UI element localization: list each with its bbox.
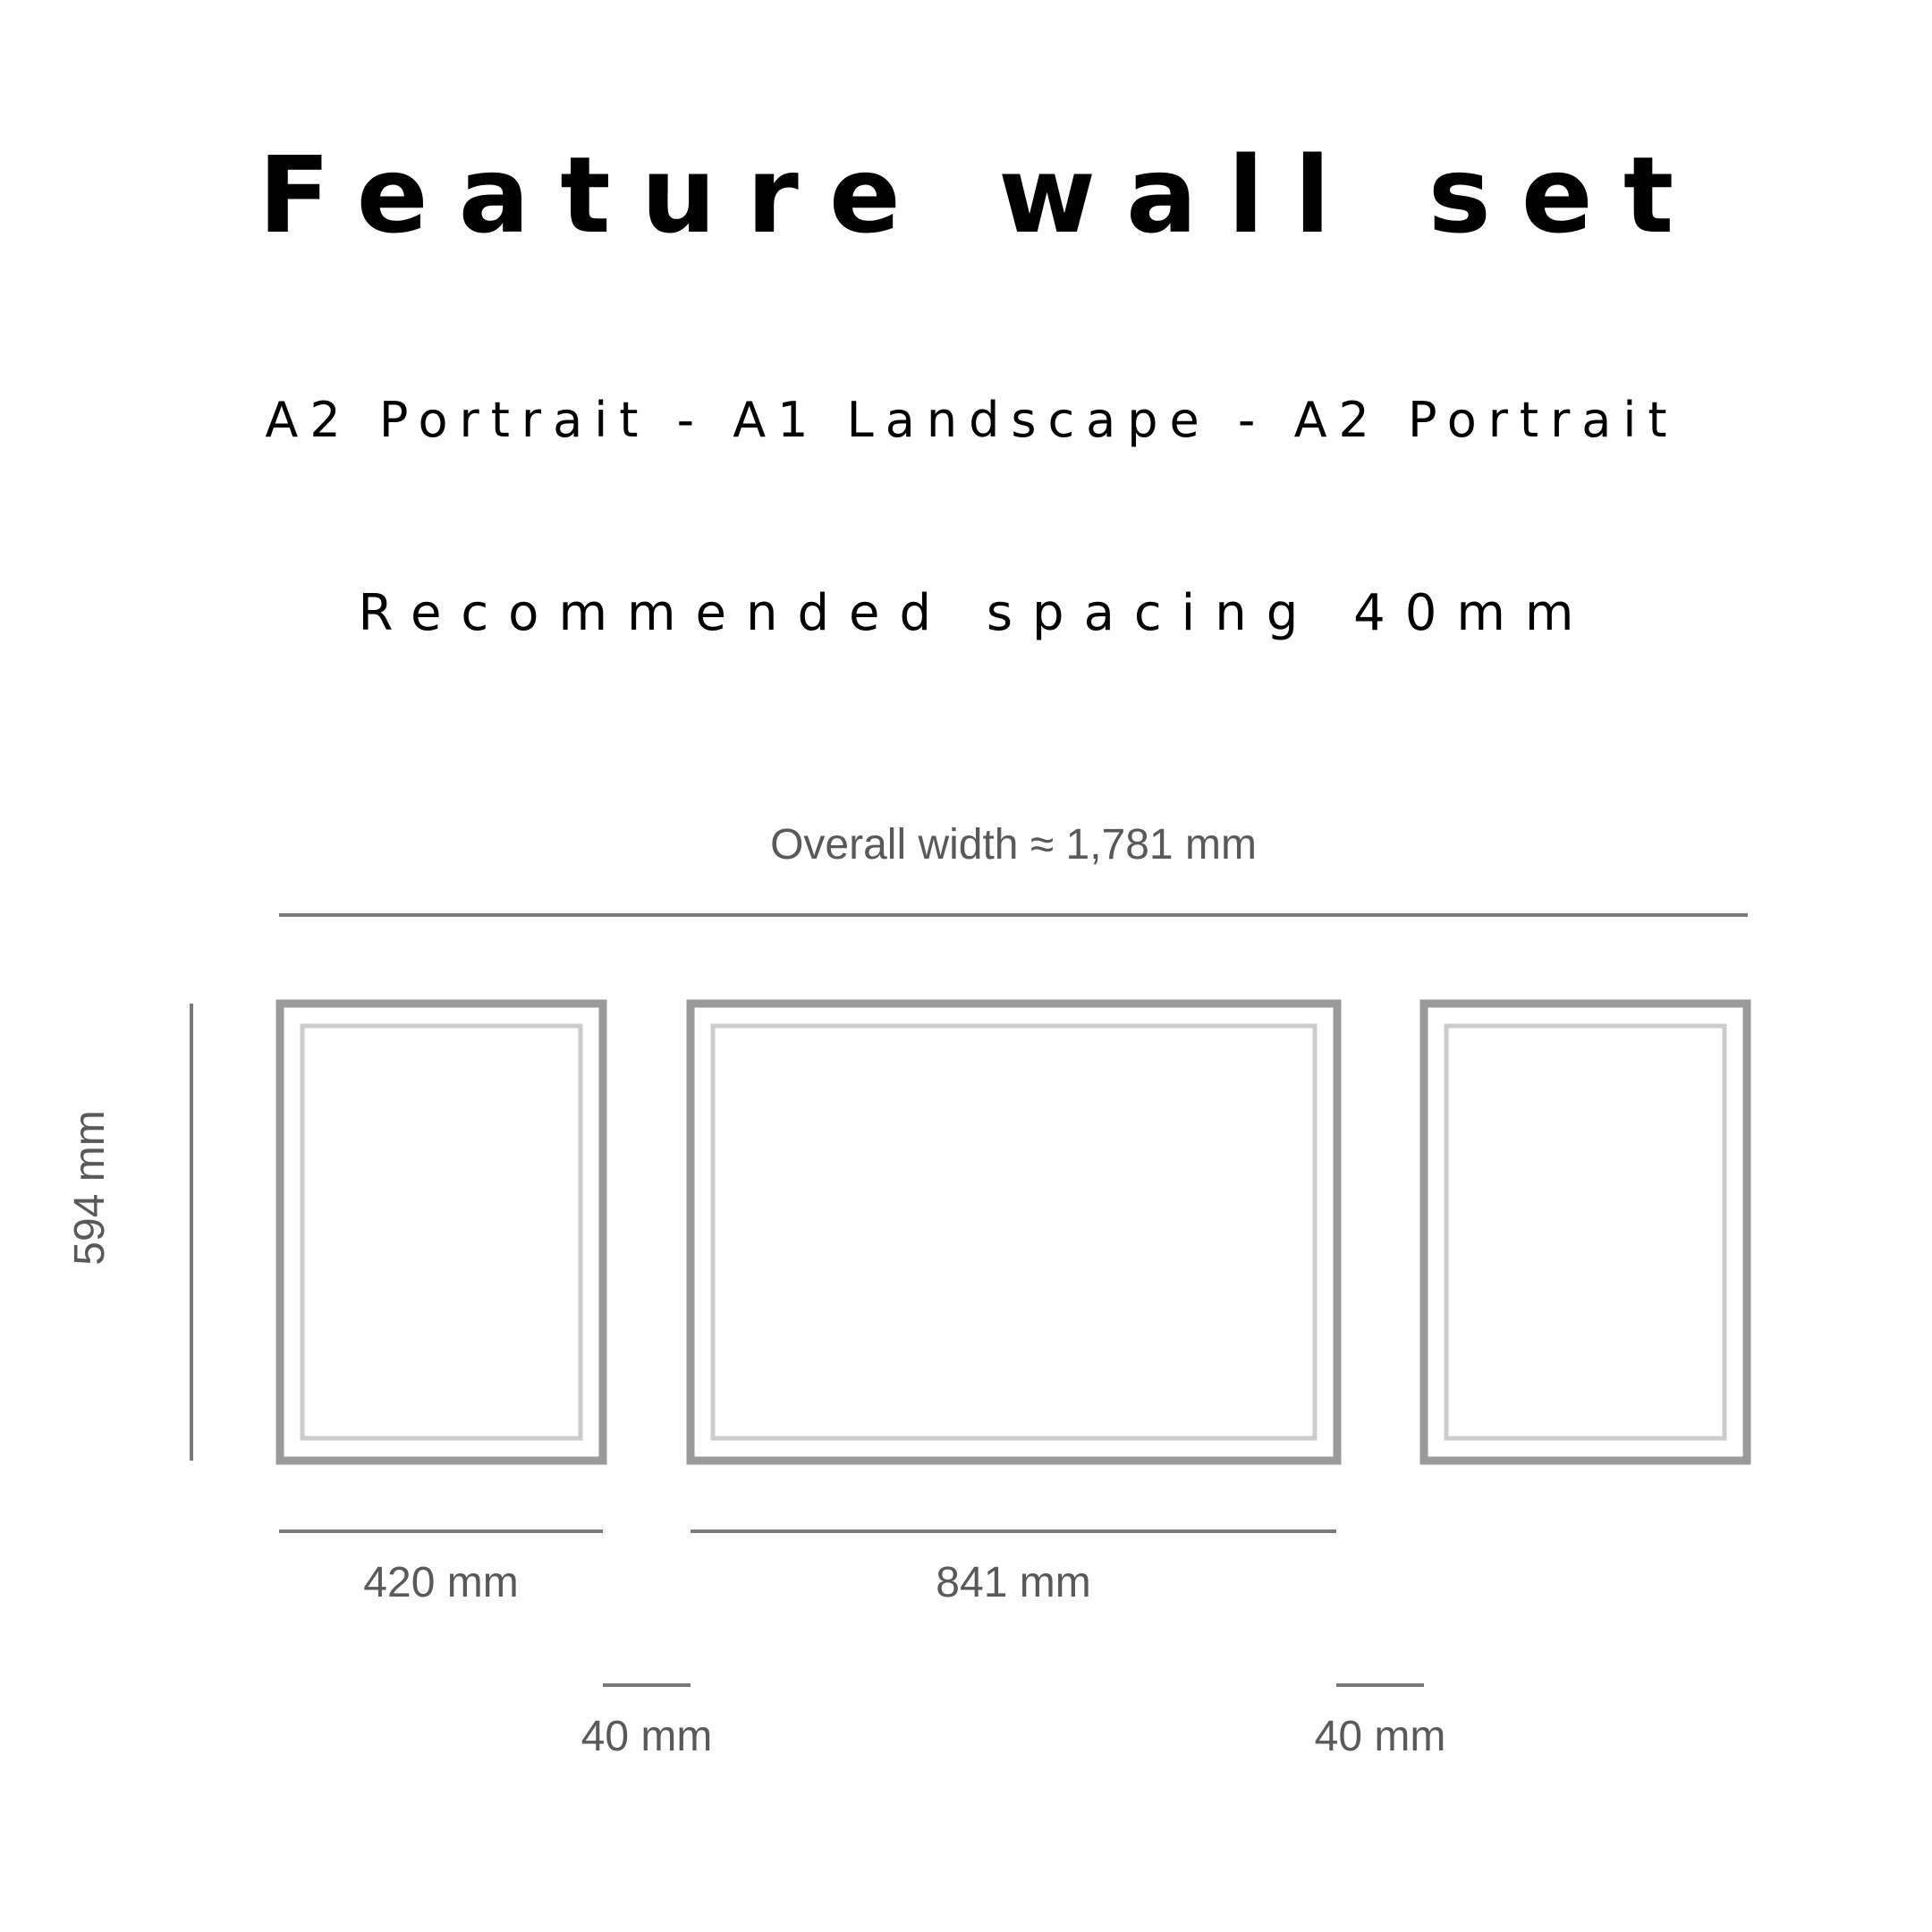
gap-left-label: 40 mm bbox=[580, 1713, 713, 1760]
a2-width-label: 420 mm bbox=[363, 1559, 519, 1606]
gap-right-label: 40 mm bbox=[1314, 1713, 1446, 1760]
a1-width-label: 841 mm bbox=[936, 1559, 1091, 1606]
layout-subtitle: A2 Portrait - A1 Landscape - A2 Portrait bbox=[265, 392, 1679, 448]
frame-a1-landscape bbox=[691, 1004, 1337, 1461]
frame-outer bbox=[1424, 1004, 1747, 1461]
frame-outer bbox=[280, 1004, 603, 1461]
frame-mat bbox=[713, 1026, 1315, 1438]
frame-a2-portrait-left bbox=[280, 1004, 603, 1461]
page-title: Feature wall set bbox=[258, 133, 1705, 257]
spacing-note: Recommended spacing 40mm bbox=[358, 584, 1594, 642]
frame-mat bbox=[1446, 1026, 1724, 1438]
height-label: 594 mm bbox=[66, 1110, 114, 1266]
frame-outer bbox=[691, 1004, 1337, 1461]
frame-a2-portrait-right bbox=[1424, 1004, 1747, 1461]
frame-mat bbox=[302, 1026, 580, 1438]
overall-width-label: Overall width ≈ 1,781 mm bbox=[770, 821, 1257, 869]
